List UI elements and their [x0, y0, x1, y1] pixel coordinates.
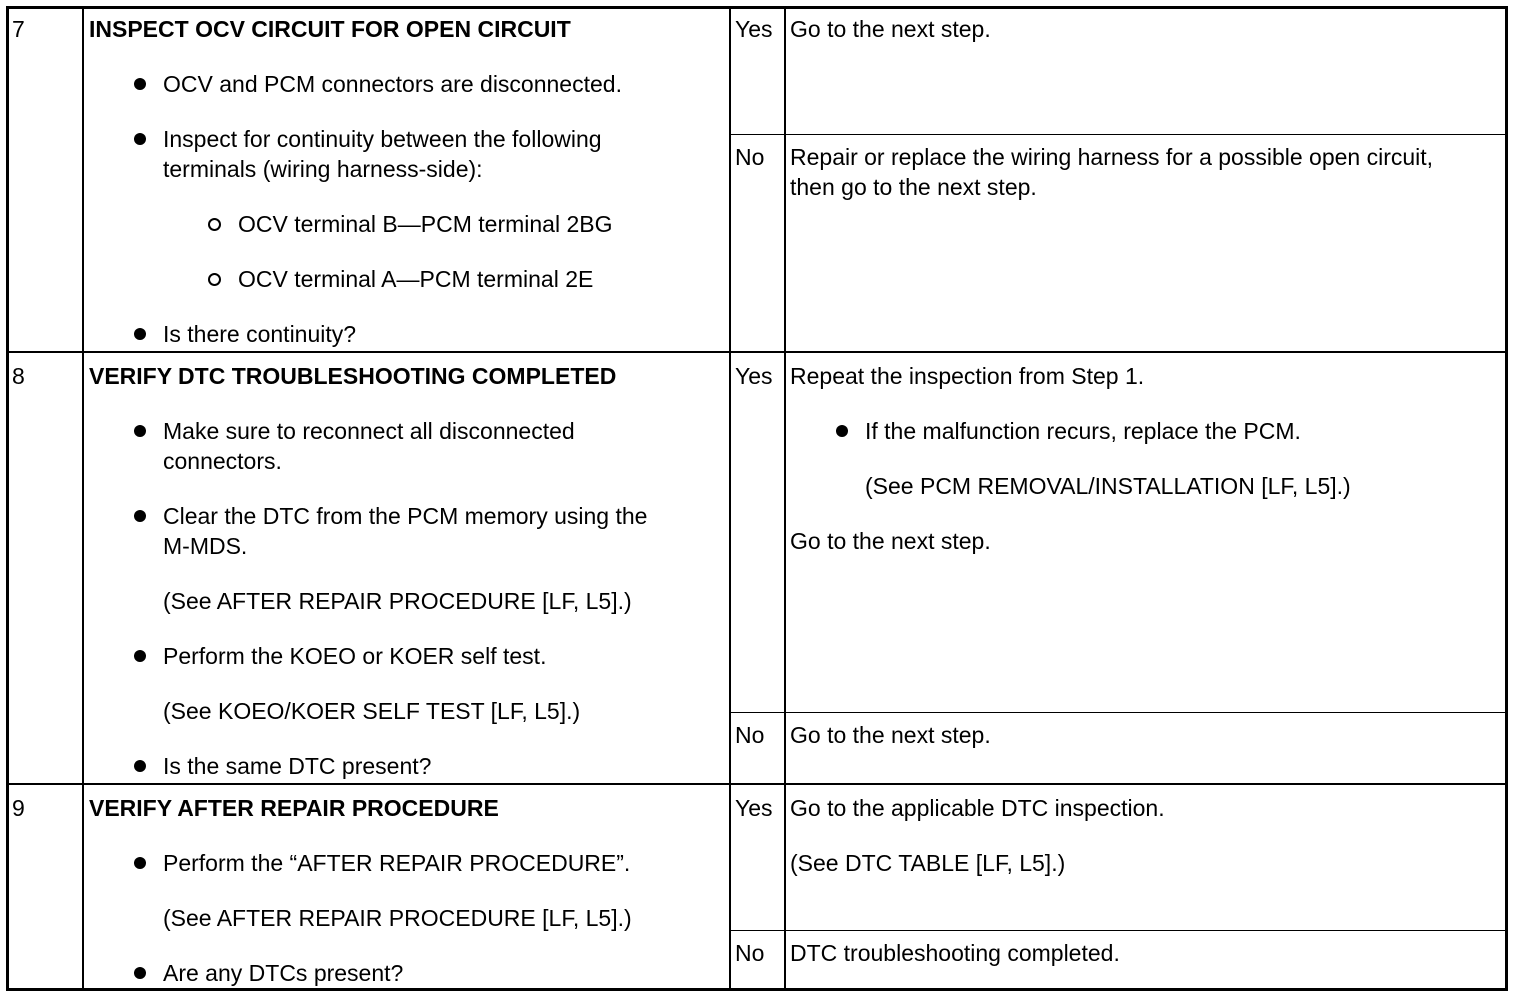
step-subitem: OCV terminal B—PCM terminal 2BG	[238, 211, 613, 237]
bullet-icon	[134, 650, 146, 662]
step-number: 8	[12, 363, 25, 389]
reference-link[interactable]: (See PCM REMOVAL/INSTALLATION [LF, L5].)	[865, 473, 1351, 499]
step-title: INSPECT OCV CIRCUIT FOR OPEN CIRCUIT	[89, 16, 571, 42]
no-label: No	[735, 940, 765, 966]
bullet-icon	[134, 328, 146, 340]
no-label: No	[735, 144, 765, 170]
step-item: Inspect for continuity between the following	[163, 126, 602, 152]
yes-action: Go to the applicable DTC inspection.	[790, 795, 1165, 821]
step-item: terminals (wiring harness-side):	[163, 156, 483, 182]
bullet-icon	[134, 78, 146, 90]
no-action: DTC troubleshooting completed.	[790, 940, 1120, 966]
yes-label: Yes	[735, 795, 773, 821]
no-action: Repair or replace the wiring harness for a possible open circuit,	[790, 144, 1434, 170]
bullet-icon	[134, 967, 146, 979]
no-action: then go to the next step.	[790, 174, 1037, 200]
troubleshooting-table	[6, 6, 1508, 991]
bullet-icon	[134, 133, 146, 145]
yes-no-divider	[731, 712, 1505, 713]
yes-action: Go to the next step.	[790, 16, 991, 42]
yes-no-divider	[731, 930, 1505, 931]
step-number: 7	[12, 16, 25, 42]
yes-no-divider	[731, 134, 1505, 135]
step-title: VERIFY AFTER REPAIR PROCEDURE	[89, 795, 499, 821]
step-subitem: OCV terminal A—PCM terminal 2E	[238, 266, 594, 292]
step-item: M-MDS.	[163, 533, 248, 559]
bullet-icon	[836, 425, 848, 437]
column-divider-step	[82, 9, 84, 988]
bullet-icon	[134, 760, 146, 772]
bullet-icon	[134, 510, 146, 522]
step-item: Perform the KOEO or KOER self test.	[163, 643, 547, 669]
bullet-icon	[134, 425, 146, 437]
reference-link[interactable]: (See AFTER REPAIR PROCEDURE [LF, L5].)	[163, 905, 632, 931]
step-number: 9	[12, 795, 25, 821]
column-divider-procedure	[729, 9, 731, 988]
row-divider	[9, 351, 1505, 353]
step-item: Is there continuity?	[163, 321, 357, 347]
sub-bullet-icon	[208, 218, 221, 231]
step-item: OCV and PCM connectors are disconnected.	[163, 71, 622, 97]
yes-action: Repeat the inspection from Step 1.	[790, 363, 1145, 389]
step-item: Are any DTCs present?	[163, 960, 404, 986]
yes-label: Yes	[735, 363, 773, 389]
step-item: Perform the “AFTER REPAIR PROCEDURE”.	[163, 850, 631, 876]
reference-link[interactable]: (See DTC TABLE [LF, L5].)	[790, 850, 1066, 876]
sub-bullet-icon	[208, 273, 221, 286]
step-item: Is the same DTC present?	[163, 753, 432, 779]
reference-link[interactable]: (See KOEO/KOER SELF TEST [LF, L5].)	[163, 698, 581, 724]
step-item: Make sure to reconnect all disconnected	[163, 418, 575, 444]
no-action: Go to the next step.	[790, 722, 991, 748]
no-label: No	[735, 722, 765, 748]
column-divider-result	[784, 9, 786, 988]
yes-label: Yes	[735, 16, 773, 42]
yes-action: If the malfunction recurs, replace the PCM.	[865, 418, 1301, 444]
yes-action: Go to the next step.	[790, 528, 991, 554]
reference-link[interactable]: (See AFTER REPAIR PROCEDURE [LF, L5].)	[163, 588, 632, 614]
step-item: Clear the DTC from the PCM memory using the	[163, 503, 648, 529]
bullet-icon	[134, 857, 146, 869]
row-divider	[9, 783, 1505, 785]
step-title: VERIFY DTC TROUBLESHOOTING COMPLETED	[89, 363, 617, 389]
step-item: connectors.	[163, 448, 282, 474]
